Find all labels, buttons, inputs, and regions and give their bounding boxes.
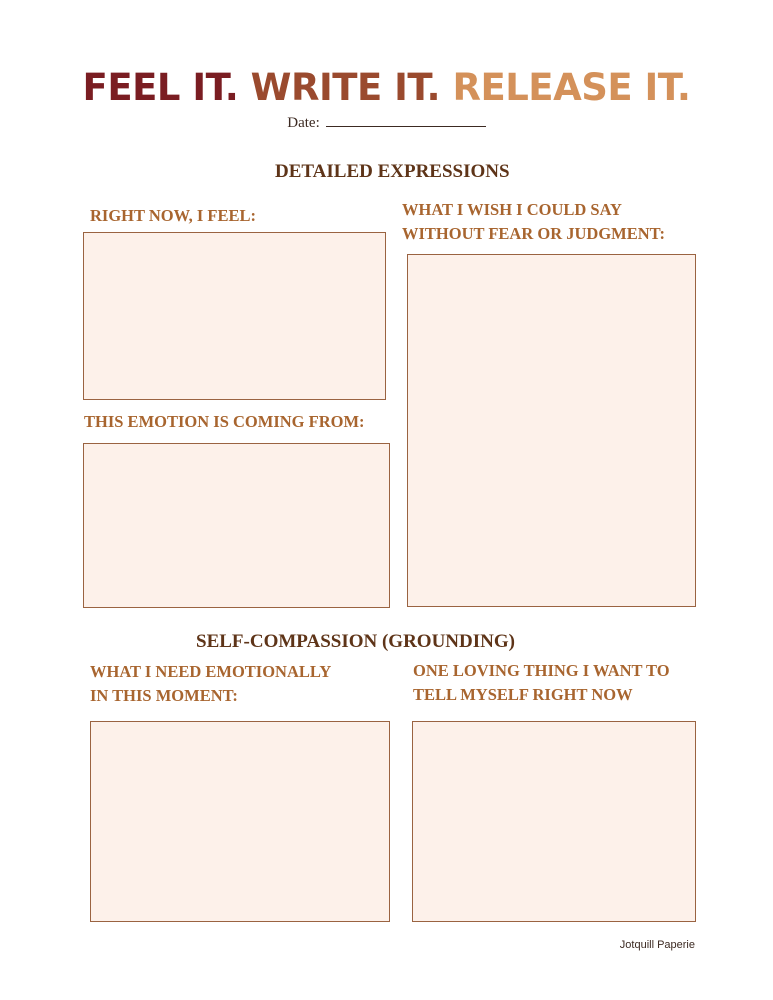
title-part-release: RELEASE IT. [452, 66, 691, 109]
right-now-box[interactable] [83, 232, 386, 400]
date-line[interactable] [326, 114, 486, 127]
section-heading-self-compassion: SELF-COMPASSION (GROUNDING) [196, 631, 515, 652]
page-title [0, 66, 773, 109]
coming-from-label: THIS EMOTION IS COMING FROM: [84, 412, 365, 431]
need-label [90, 660, 331, 708]
date-field[interactable] [0, 114, 773, 132]
wish-label-line1: WHAT I WISH I COULD SAY [402, 200, 622, 219]
need-box[interactable] [90, 721, 390, 922]
wish-label [402, 198, 665, 246]
need-label-line1: WHAT I NEED EMOTIONALLY [90, 662, 332, 681]
loving-box[interactable] [412, 721, 696, 922]
need-label-line2: IN THIS MOMENT: [90, 686, 238, 705]
wish-box[interactable] [407, 254, 696, 607]
loving-label-line2: TELL MYSELF RIGHT NOW [413, 685, 633, 704]
title-part-feel: FEEL IT. [82, 66, 251, 109]
loving-label-line1: ONE LOVING THING I WANT TO [413, 661, 670, 680]
loving-label [413, 659, 670, 707]
section-heading-detailed: DETAILED EXPRESSIONS [275, 161, 510, 182]
wish-label-line2: WITHOUT FEAR OR JUDGMENT: [402, 224, 665, 243]
footer-brand: Jotquill Paperie [619, 939, 695, 951]
coming-from-box[interactable] [83, 443, 390, 608]
date-label: Date: [287, 115, 320, 131]
right-now-label: RIGHT NOW, I FEEL: [90, 206, 256, 225]
title-part-write: WRITE IT. [250, 66, 453, 109]
